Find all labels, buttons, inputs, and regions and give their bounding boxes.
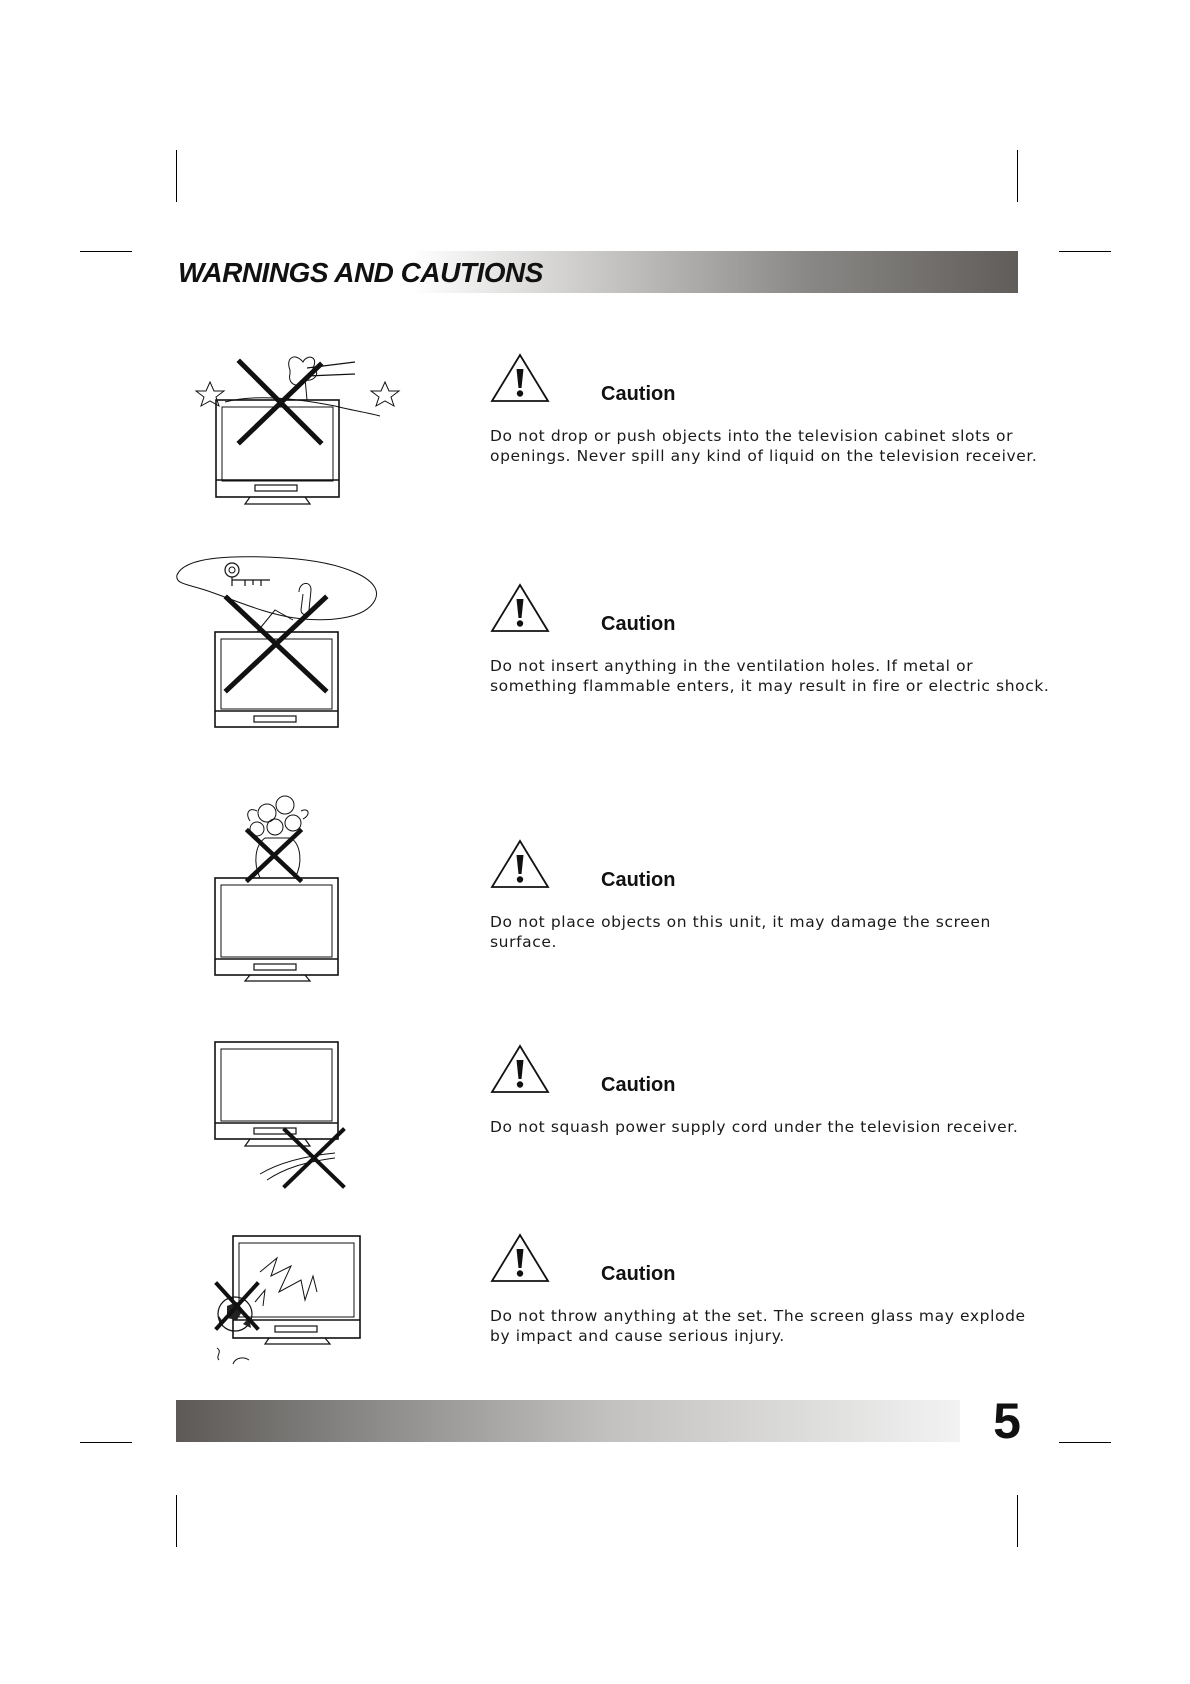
tv-ball-impact-illustration: [205, 1232, 375, 1382]
caution-description: Do not squash power supply cord under the television receiver.: [490, 1118, 1019, 1136]
header-bar: [176, 251, 1018, 293]
caution-heading: Caution: [601, 383, 676, 405]
warning-triangle-icon: [490, 353, 550, 403]
caution-heading: Caution: [601, 1263, 676, 1285]
crop-mark: [1017, 1495, 1018, 1547]
crop-mark: [176, 150, 177, 202]
crop-mark: [80, 251, 132, 252]
caution-description: Do not place objects on this unit, it may damage the screen surface.: [490, 913, 991, 951]
footer-bar: [176, 1400, 960, 1442]
page-number: 5: [993, 1393, 1021, 1449]
page-title: WARNINGS AND CAUTIONS: [178, 257, 543, 288]
warning-triangle-icon: [490, 583, 550, 633]
caution-heading: Caution: [601, 1074, 676, 1096]
warning-triangle-icon: [490, 1044, 550, 1094]
caution-heading: Caution: [601, 869, 676, 891]
crop-mark: [1059, 251, 1111, 252]
warning-triangle-icon: [490, 839, 550, 889]
tv-ventilation-objects-illustration: [175, 550, 395, 740]
tv-vase-on-top-illustration: [205, 783, 355, 983]
caution-description: Do not throw anything at the set. The screen glass may explode by impact and cause serious injury.: [490, 1307, 1026, 1345]
caution-description: Do not drop or push objects into the television cabinet slots or openings. Never spill any kind of liquid on the television receiver.: [490, 427, 1038, 465]
crop-mark: [176, 1495, 177, 1547]
crop-mark: [80, 1442, 132, 1443]
crop-mark: [1017, 150, 1018, 202]
caution-heading: Caution: [601, 613, 676, 635]
warning-triangle-icon: [490, 1233, 550, 1283]
crop-mark: [1059, 1442, 1111, 1443]
tv-cord-squashed-illustration: [205, 1038, 365, 1193]
tv-liquid-spill-illustration: [195, 350, 425, 515]
caution-description: Do not insert anything in the ventilation holes. If metal or something flammable enters, it may result in fire or electric shock.: [490, 657, 1050, 695]
